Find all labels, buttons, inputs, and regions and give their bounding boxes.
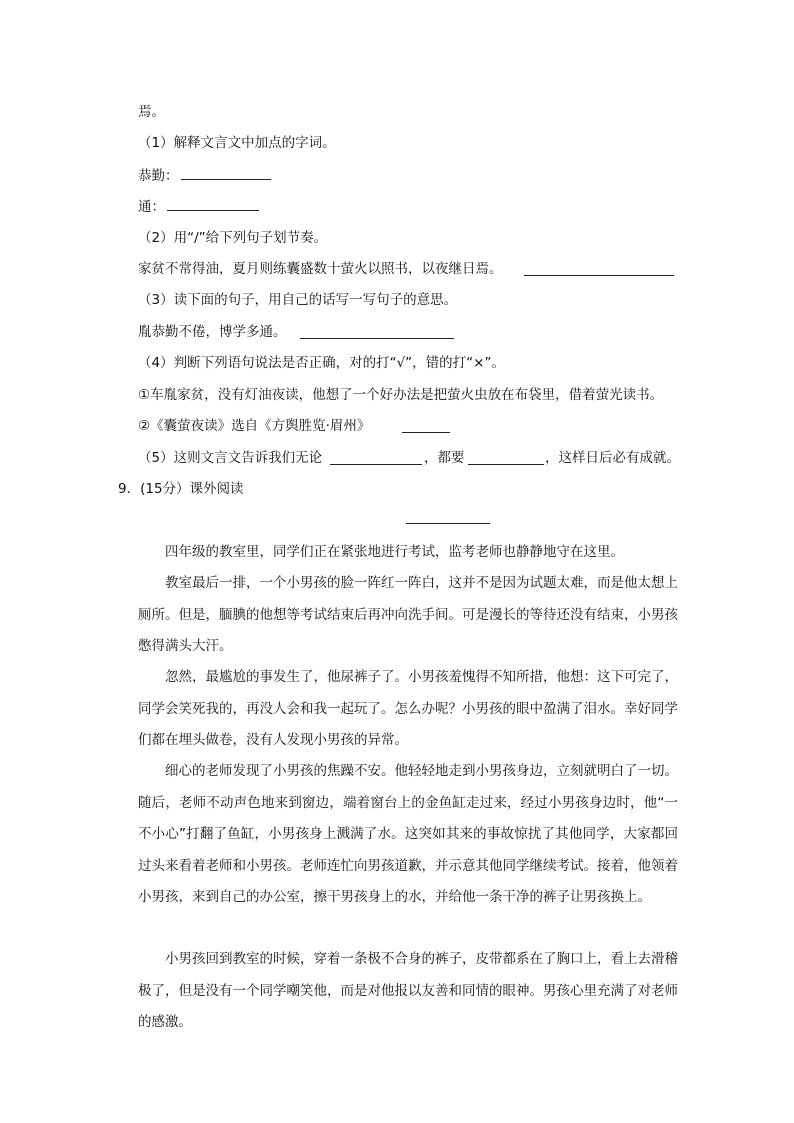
question-1a-label: 恭勤：: [138, 168, 179, 184]
answer-blank[interactable]: [181, 165, 271, 180]
question-5-part-c: ，这样日后必有成就。: [545, 450, 680, 466]
answer-blank[interactable]: [300, 337, 454, 339]
passage-paragraph: 小男孩回到教室的时候，穿着一条极不合身的裤子，皮带都系在了胸口上，看上去滑稽极了，但是没有一个同学嘲笑他，而是对他报以友善和同情的眼神。男孩心里充满了对老师的感激。: [138, 951, 678, 1031]
question-1b: [138, 196, 261, 217]
question-3-sentence: [138, 322, 287, 342]
question-5-part-b: ，都要: [424, 450, 465, 466]
question-4-item-2: [138, 416, 370, 436]
item-text: ②《囊萤夜读》选自《方舆胜览·眉州》: [138, 418, 371, 434]
passage-paragraph: 细心的老师发现了小男孩的焦躁不安。他轻轻地走到小男孩身边，立刻就明白了一切。随后，老师不动声色地来到窗边，端着窗台上的金鱼缸走过来，经过小男孩身边时，他“一不小心”打翻了鱼缸，小男孩身上溅满了水。这突如其来的事故惊扰了其他同学，大家都回过头来看着老师和小男孩。老师连忙向男孩道歉，并示意其他同学继续考试。接着，他领着小男孩，来到自己的办公室，擦干男孩身上的水，并给他一条干净的裤子让男孩换上。: [138, 763, 678, 906]
question-4-item-1: ①车胤家贫，没有灯油夜读，他想了一个好办法是把萤火虫放在布袋里，借着萤光读书。: [138, 387, 664, 403]
question-3-prompt: （3）读下面的句子，用自己的话写一写句子的意思。: [138, 292, 458, 308]
sentence-text: 家贫不常得油，夏月则练囊盛数十萤火以照书，以夜继日焉。: [138, 261, 503, 277]
question-1a: [138, 165, 273, 186]
title-blank[interactable]: [406, 522, 490, 524]
answer-blank[interactable]: [468, 463, 544, 465]
question-2-prompt: （2）用“/”给下列句子划节奏。: [138, 230, 328, 246]
text-line: 焉。: [138, 104, 165, 120]
answer-blank[interactable]: [402, 431, 450, 433]
question-1-prompt: （1）解释文言文中加点的字词。: [138, 135, 336, 151]
question-9-heading: 9．(15分）课外阅读: [118, 481, 244, 497]
question-2-sentence: [138, 259, 503, 279]
answer-blank[interactable]: [524, 274, 674, 276]
answer-blank[interactable]: [167, 196, 259, 211]
question-4-prompt: （4）判断下列语句说法是否正确，对的打“√”，错的打“×”。: [138, 355, 505, 371]
sentence-text: 胤恭勤不倦，博学多通。: [138, 324, 287, 340]
passage-paragraph: 教室最后一排，一个小男孩的脸一阵红一阵白，这并不是因为试题太难，而是他太想上厕所。但是，腼腆的他想等考试结束后再冲向洗手间。可是漫长的等待还没有结束，小男孩憋得满头大汗。: [138, 575, 678, 655]
question-5: [138, 448, 322, 468]
passage-paragraph: 忽然，最尴尬的事发生了，他尿裤子了。小男孩羞愧得不知所措，他想：这下可完了，同学会笑死我的，再没人会和我一起玩了。怎么办呢？小男孩的眼中盈满了泪水。幸好同学们都在埋头做卷，没有人发现小男孩的异常。: [138, 669, 678, 749]
question-5-part-a: （5）这则文言文告诉我们无论: [138, 450, 323, 466]
answer-blank[interactable]: [330, 463, 422, 465]
passage-paragraph: 四年级的教室里，同学们正在紧张地进行考试，监考老师也静静地守在这里。: [165, 544, 624, 560]
question-1b-label: 通：: [138, 199, 165, 215]
